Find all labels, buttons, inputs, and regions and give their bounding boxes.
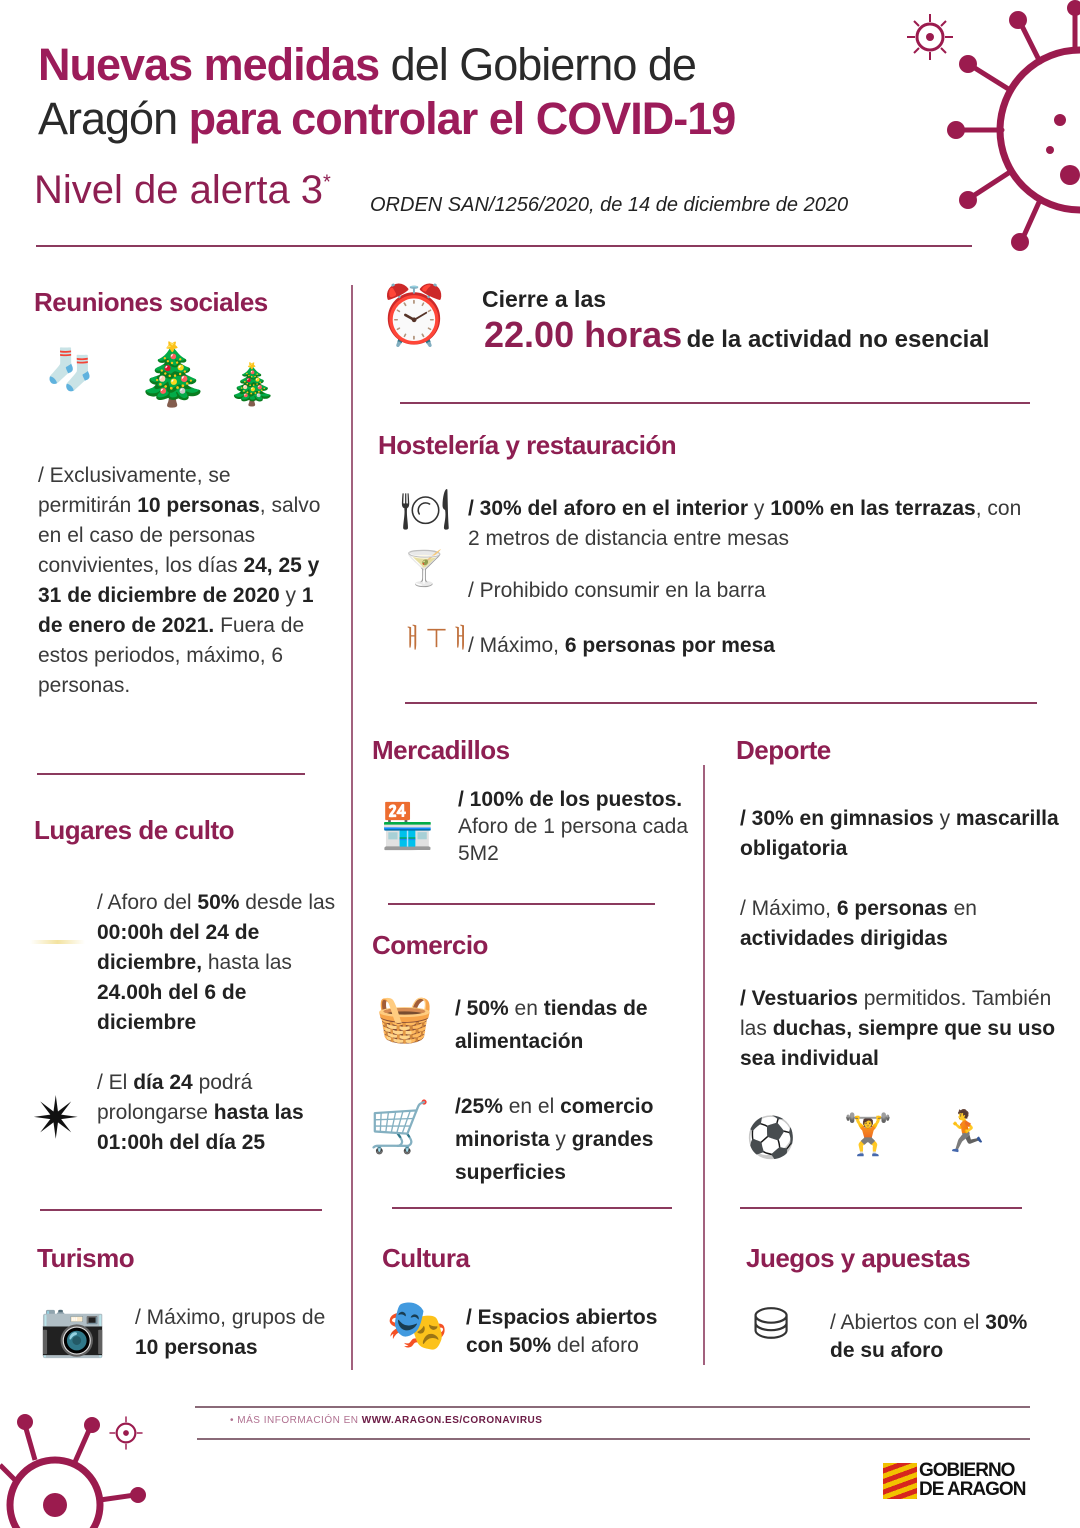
text-segment: / El	[97, 1071, 134, 1094]
text-segment: / 30% en gimnasios	[740, 807, 934, 830]
virus-icon	[940, 0, 1080, 265]
text-segment: / Prohibido consumir en la barra	[468, 579, 766, 602]
sparkle-icon	[30, 940, 85, 944]
text-segment: / Máximo,	[468, 634, 565, 657]
cultura-text	[466, 1304, 696, 1360]
cierre-rest: de la actividad no esencial	[686, 326, 990, 353]
divider-vertical	[703, 765, 705, 1365]
juegos-text	[830, 1309, 1030, 1365]
culto-text-1	[97, 888, 347, 1038]
heading-reuniones: Reuniones sociales	[34, 287, 268, 317]
divider	[740, 1207, 1022, 1209]
logo-line-2: DE ARAGON	[919, 1479, 1026, 1500]
text-segment: / Máximo, grupos de	[135, 1306, 326, 1329]
hosteleria-item-3	[468, 631, 1028, 661]
text-segment: 6 personas por mesa	[564, 634, 775, 657]
text-segment: desde las	[239, 891, 336, 914]
text-segment: 100% en las terrazas	[770, 497, 976, 520]
text-segment: 24.00h del 6 de diciembre	[97, 981, 247, 1034]
heading-hosteleria: Hostelería y restauración	[378, 430, 677, 460]
food-basket-icon: 🧺	[376, 992, 434, 1044]
text-segment: / 50%	[455, 997, 509, 1020]
heading-turismo: Turismo	[37, 1243, 135, 1273]
heading-culto: Lugares de culto	[34, 815, 235, 845]
government-logo	[919, 1461, 1025, 1499]
more-info: • MÁS INFORMACIÓN EN WWW.ARAGON.ES/CORONAVIRUS	[230, 1415, 543, 1426]
cocktail-icon: 🍸	[403, 550, 446, 588]
text-segment: y	[748, 497, 771, 520]
text-segment: y	[279, 584, 302, 607]
text-segment: / Abiertos con el	[830, 1311, 986, 1334]
cloche-icon: 🍽	[400, 488, 451, 532]
market-stall-icon: 🏪	[380, 802, 435, 851]
text-segment: / Vestuarios	[740, 987, 858, 1010]
text-segment: del aforo	[551, 1334, 639, 1357]
comercio-item-2	[455, 1090, 695, 1189]
text-segment: 00:00h del 24 de diciembre,	[97, 921, 260, 974]
runner-icon: 🏃	[940, 1110, 990, 1154]
culto-text-2	[97, 1068, 337, 1158]
text-segment: 30% de su aforo	[830, 1311, 1028, 1362]
hosteleria-item-2	[468, 576, 1028, 606]
text-segment: / Aforo del	[97, 891, 198, 914]
camera-icon: 📷	[39, 1299, 107, 1359]
text-segment: 6 personas	[836, 897, 948, 920]
text-segment: / Máximo,	[740, 897, 837, 920]
more-info-prefix: MÁS INFORMACIÓN EN	[237, 1415, 362, 1426]
reuniones-text	[38, 461, 328, 701]
text-segment: para controlar el COVID-19	[188, 93, 736, 144]
text-segment: día 24	[133, 1071, 193, 1094]
text-segment: en	[947, 897, 977, 920]
text-segment: 24, 25 y 31 de diciembre de 2020	[38, 554, 320, 607]
small-virus-icon	[905, 12, 955, 62]
star-icon: ✴	[32, 1086, 81, 1151]
hosteleria-item-1	[468, 494, 1038, 554]
text-segment: tiendas de alimentación	[455, 997, 648, 1053]
text-segment: comercio minorista	[455, 1095, 654, 1151]
weightlifting-icon: 🏋	[843, 1113, 893, 1157]
soccer-ball-icon: ⚽	[746, 1116, 796, 1160]
christmas-tree-icon: 🎄	[135, 341, 210, 408]
text-segment: hasta las 01:00h del día 25	[97, 1101, 304, 1154]
text-segment: Aforo de 1 persona cada 5M2	[458, 815, 688, 865]
divider	[36, 245, 972, 247]
alert-level-text: Nivel de alerta 3	[34, 168, 324, 212]
text-segment: , salvo en el caso de personas convivientes, los días	[38, 494, 321, 577]
text-segment: 10 personas	[137, 494, 260, 517]
ornaments-icon: 🎄	[227, 363, 277, 407]
divider	[400, 402, 1030, 404]
table-chairs-icon: ㅐ⊤ㅐ	[400, 624, 473, 654]
asterisk: *	[323, 171, 331, 194]
heading-juegos: Juegos y apuestas	[746, 1243, 971, 1273]
text-segment: /25%	[455, 1095, 503, 1118]
text-segment: podrá prolongarse	[97, 1071, 253, 1124]
divider	[40, 1209, 322, 1211]
cierre-time: 22.00 horas	[484, 314, 683, 355]
mercadillos-text	[458, 786, 688, 867]
text-segment: Nuevas medidas	[38, 39, 380, 90]
cierre-line1: Cierre a las	[482, 286, 607, 312]
theater-masks-icon: 🎭	[386, 1297, 449, 1353]
heading-mercadillos: Mercadillos	[372, 735, 510, 765]
divider	[37, 773, 305, 775]
logo-line-1: GOBIERNO	[919, 1460, 1015, 1481]
text-segment: actividades dirigidas	[740, 927, 948, 950]
text-segment: / 100% de los puestos.	[458, 788, 683, 811]
deporte-item-1	[740, 804, 1060, 864]
divider	[405, 702, 1037, 704]
text-segment: Aragón	[38, 93, 189, 144]
text-segment: / 30% del aforo en el interior	[468, 497, 749, 520]
divider	[195, 1406, 1030, 1408]
small-virus-icon	[108, 1415, 144, 1451]
text-segment: en el	[502, 1095, 561, 1118]
text-segment: 50%	[197, 891, 240, 914]
order-reference: ORDEN SAN/1256/2020, de 14 de diciembre de 2020	[370, 194, 849, 216]
text-segment: del Gobierno de	[379, 39, 696, 90]
divider	[388, 903, 655, 905]
christmas-stocking-icon: 🧦	[45, 348, 95, 392]
deporte-item-2	[740, 894, 1060, 954]
turismo-text	[135, 1303, 335, 1363]
divider-vertical	[351, 285, 353, 1370]
title-line-1	[38, 38, 696, 92]
alert-level	[34, 168, 331, 213]
heading-comercio: Comercio	[372, 930, 488, 960]
text-segment: 10 personas	[135, 1336, 258, 1359]
text-segment: y	[549, 1128, 572, 1151]
text-segment: / Exclusivamente, se permitirán	[38, 464, 231, 517]
heading-cultura: Cultura	[382, 1243, 470, 1273]
divider	[392, 1207, 672, 1209]
text-segment: y	[933, 807, 956, 830]
text-segment: en	[508, 997, 544, 1020]
poker-chips-icon: ⛁	[752, 1300, 790, 1349]
text-segment: Fuera de estos periodos, máximo, 6 personas.	[38, 614, 305, 697]
aragon-flag-icon	[883, 1463, 917, 1499]
text-segment: grandes superficies	[455, 1128, 654, 1184]
divider	[197, 1438, 1030, 1440]
alarm-clock-icon: ⏰	[378, 283, 451, 348]
text-segment: permitidos. También las	[740, 987, 1052, 1040]
deporte-item-3	[740, 984, 1060, 1074]
shopping-cart-icon: 🛒	[368, 1099, 432, 1155]
text-segment: duchas, siempre que su uso sea individual	[740, 1017, 1056, 1070]
more-info-link[interactable]: WWW.ARAGON.ES/CORONAVIRUS	[361, 1415, 543, 1426]
cierre-line2	[484, 314, 989, 356]
text-segment: 1 de enero de 2021.	[38, 584, 314, 637]
text-segment: hasta las	[202, 951, 292, 974]
text-segment: , con 2 metros de distancia entre mesas	[468, 497, 1022, 550]
title-line-2	[38, 92, 735, 146]
heading-deporte: Deporte	[736, 735, 831, 765]
text-segment: / Espacios abiertos con 50%	[466, 1306, 658, 1357]
text-segment: mascarilla obligatoria	[740, 807, 1059, 860]
comercio-item-1	[455, 992, 695, 1058]
